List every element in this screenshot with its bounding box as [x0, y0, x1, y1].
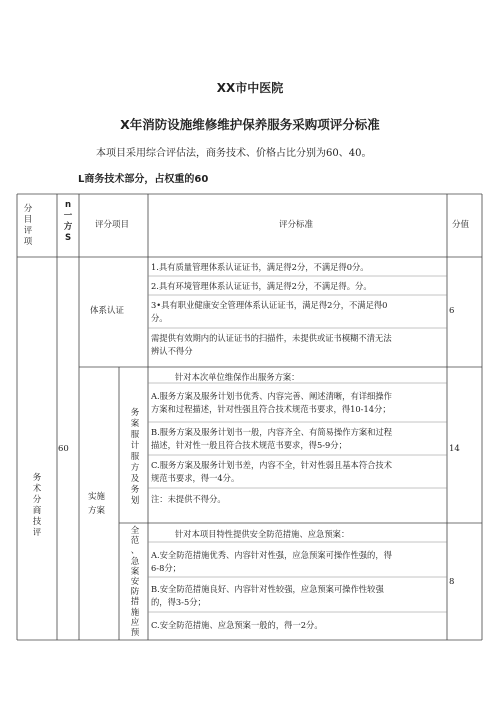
- header-criteria: 评分标准: [279, 220, 314, 230]
- hospital-name: XX市中医院: [216, 81, 284, 95]
- plan1-a2: 方案和过程描述，针对性强且符合技术规范书要求，得10-14分；: [151, 404, 391, 414]
- intro-text: 本项目采用综合评估法，商务技术、价格占比分别为60、40。: [96, 148, 372, 159]
- sub2-label: 全 范 、 急 案 安 防 措 施 应 预: [130, 526, 140, 639]
- header-col-weight: n 一 方 S: [63, 200, 73, 243]
- plan1-note: 注：未提供不得分。: [151, 494, 226, 504]
- row2-item-a: 实施: [88, 492, 106, 502]
- section-heading: L商务技术部分，占权重的60: [78, 174, 209, 185]
- plan2-a1: A.安全防范措施优秀、内容针对性强，应急预案可操作性强的，得: [151, 550, 392, 560]
- document-title: X年消防设施维修维护保养服务采购项评分标准: [120, 117, 380, 132]
- group-score: 60: [58, 444, 69, 454]
- group-label: 务 术 分 商 技 评: [32, 473, 42, 538]
- plan1-b1: B.服务方案及服务计划书一般，内容齐全、有简易操作方案和过程: [151, 427, 393, 437]
- plan2-head: 针对本项目特性提供安全防范措施、应急预案：: [175, 529, 350, 539]
- row1-criterion-3b: 分。: [151, 313, 168, 323]
- header-item: 评分项目: [95, 220, 130, 230]
- plan1-score: 14: [449, 444, 460, 454]
- plan1-c2: 规范书要求，得一4分。: [151, 473, 240, 483]
- plan2-c1: C.安全防范措施、应急预案一般的，得一2分。: [151, 620, 323, 630]
- row1-item: 体系认证: [90, 306, 125, 316]
- header-col-category: 分 目 评 项: [23, 204, 33, 247]
- row1-score: 6: [449, 306, 455, 316]
- plan2-b2: 的，得3-5分；: [151, 597, 206, 607]
- header-score: 分值: [452, 220, 470, 230]
- row1-criterion-1: 1.具有质量管理体系认证证书，满足得2分，不满足得0分。: [151, 262, 369, 272]
- row1-criterion-2: 2.具有环境管理体系认证证书，满足得2分，不满足得。分。: [151, 281, 372, 291]
- plan1-b2: 描述，针对性一般且符合技术规范书要求，得5-9分；: [151, 440, 347, 450]
- row1-note-a: 需提供有效期内的认证证书的扫描件，未提供或证书模糊不清无法: [151, 333, 392, 343]
- plan2-a2: 6-8分；: [151, 563, 181, 573]
- row2-item-b: 方案: [88, 506, 106, 516]
- plan2-score: 8: [449, 577, 455, 587]
- sub1-label: 务 案 服 计 服 方 及 务 划: [130, 408, 140, 506]
- plan1-head: 针对本次单位维保作出服务方案：: [175, 372, 300, 382]
- row1-criterion-3a: 3•具有职业健康安全管理体系认证证书，满足得2分，不满足得0: [151, 300, 388, 310]
- row1-note-b: 辨认不得分: [151, 346, 193, 356]
- plan1-a1: A.服务方案及服务计划书优秀、内容完善、阐述清晰，有详细操作: [151, 391, 392, 401]
- plan2-b1: B.安全防范措施良好、内容针对性较强，应急预案可操作性较强: [151, 584, 384, 594]
- plan1-c1: C.服务方案及服务计划书差，内容不全，针对性弱且基本符合技术: [151, 460, 393, 470]
